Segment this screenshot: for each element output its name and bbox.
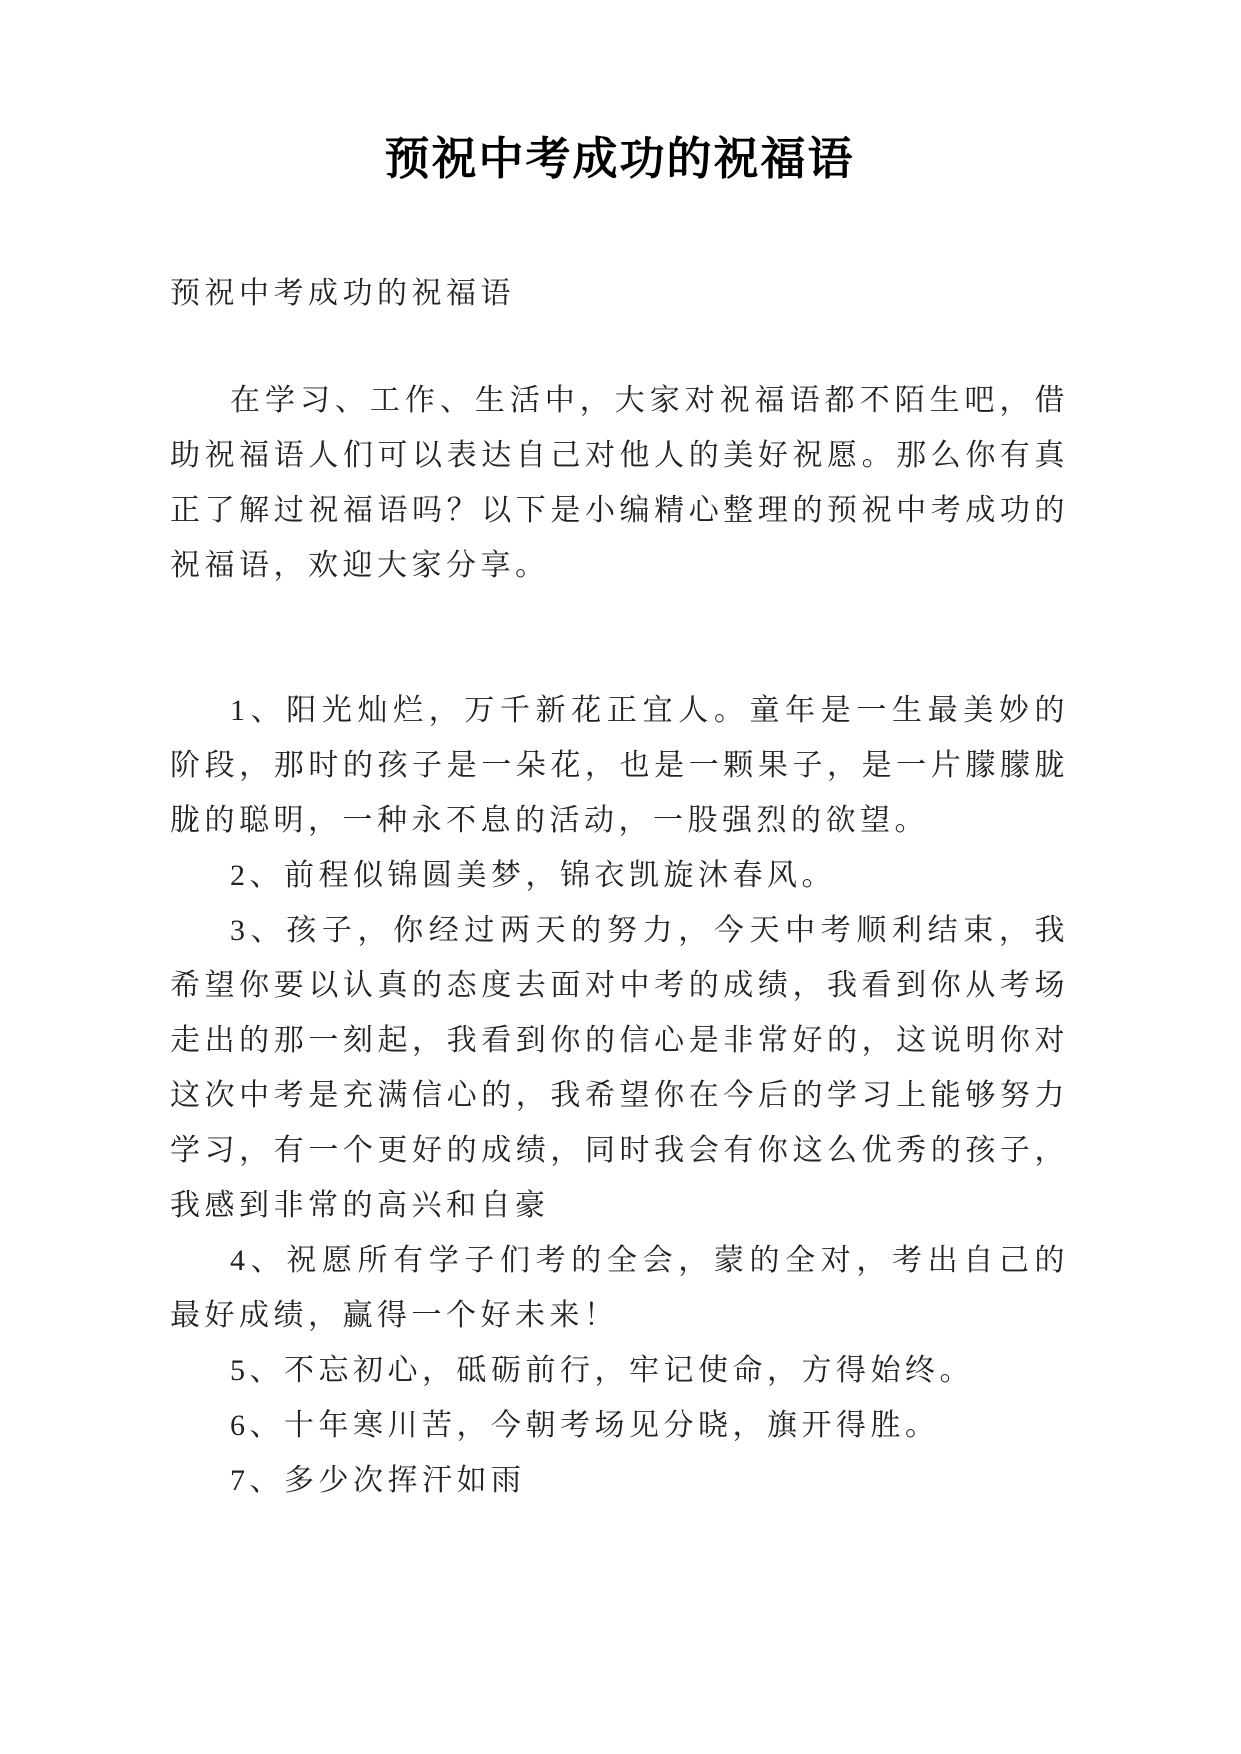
paragraph: 1、阳光灿烂，万千新花正宜人。童年是一生最美妙的阶段，那时的孩子是一朵花，也是一颗果子，是一片朦朦胧胧的聪明，一种永不息的活动，一股强烈的欲望。 [170,694,1069,837]
paragraph: 5、不忘初心，砥砺前行，牢记使命，方得始终。 [230,1354,974,1387]
paragraph: 7、多少次挥汗如雨 [230,1464,526,1497]
paragraph: 4、祝愿所有学子们考的全会，蒙的全对，考出自己的最好成绩，赢得一个好未来！ [170,1244,1069,1332]
paragraph: 预祝中考成功的祝福语 [170,277,515,310]
document-title: 预祝中考成功的祝福语 [384,134,855,184]
paragraph: 3、孩子，你经过两天的努力，今天中考顺利结束，我希望你要以认真的态度去面对中考的成绩，我看到你从考场走出的那一刻起，我看到你的信心是非常好的，这说明你对这次中考是充满信心的，我希望你在今后的学习上能够努力学习，有一个更好的成绩，同时我会有你这么优秀的孩子，我感到非常的高兴和自豪 [170,914,1069,1222]
document-body [170,266,1069,1508]
paragraph: 6、十年寒川苦，今朝考场见分晓，旗开得胜。 [230,1409,940,1442]
paragraph: 2、前程似锦圆美梦，锦衣凯旋沐春风。 [230,859,836,892]
paragraph: 在学习、工作、生活中，大家对祝福语都不陌生吧，借助祝福语人们可以表达自己对他人的美好祝愿。那么你有真正了解过祝福语吗？以下是小编精心整理的预祝中考成功的祝福语，欢迎大家分享。 [170,384,1069,582]
